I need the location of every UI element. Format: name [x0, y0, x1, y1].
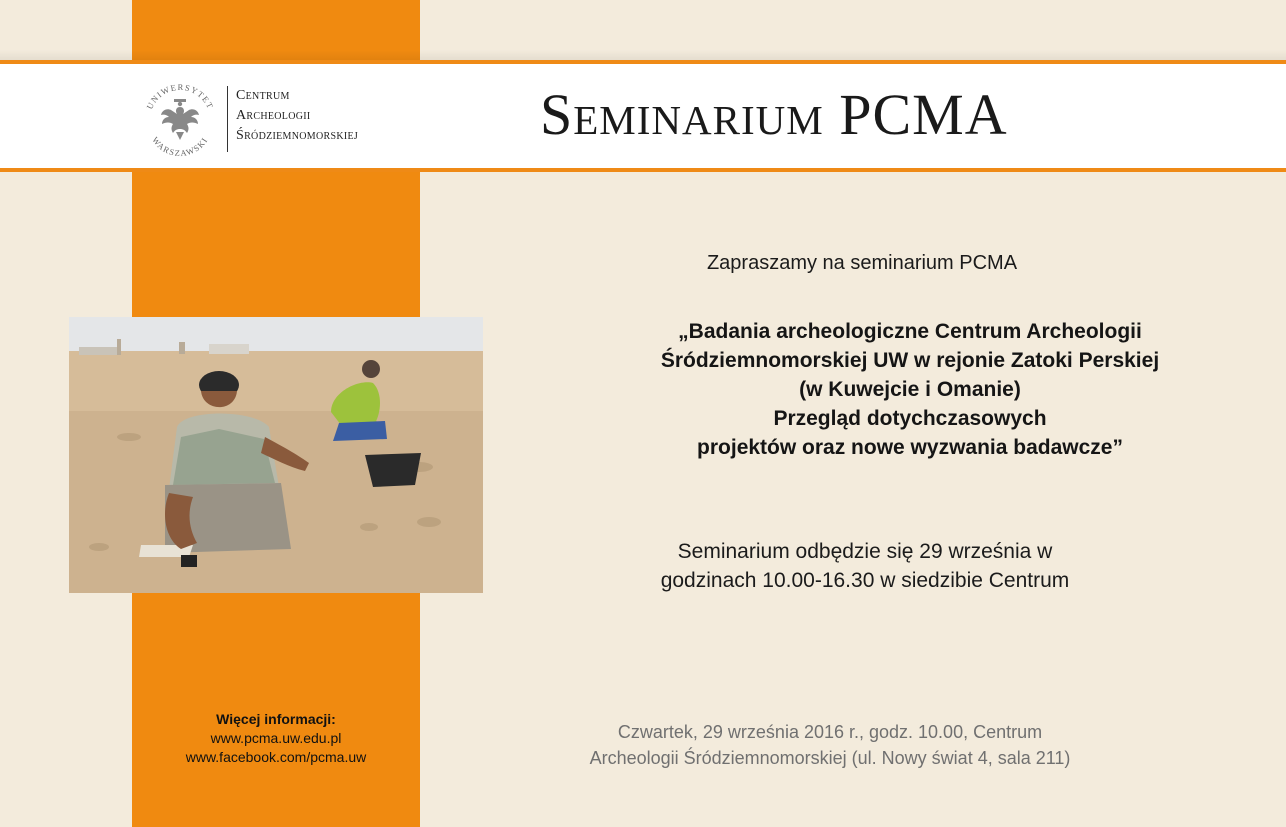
topic-line: projektów oraz nowe wyzwania badawcze” [697, 436, 1123, 459]
svg-text:UNIWERSYTET [144, 82, 215, 111]
topic-line: „Badania archeologiczne Centrum Archeologii [678, 320, 1142, 343]
website-link[interactable]: www.pcma.uw.edu.pl [210, 730, 342, 746]
seminar-schedule [560, 537, 1170, 595]
university-seal-icon [140, 80, 220, 160]
facebook-link[interactable]: www.facebook.com/pcma.uw [185, 749, 367, 765]
org-divider [227, 86, 228, 152]
event-details-line: Czwartek, 29 września 2016 r., godz. 10.00, Centrum [617, 722, 1043, 742]
seminar-topic [570, 317, 1250, 462]
schedule-line: godzinach 10.00-16.30 w siedzibie Centrum [660, 569, 1070, 592]
topic-line: Śródziemnomorskiej UW w rejonie Zatoki Perskiej [660, 349, 1160, 372]
event-details [520, 719, 1140, 771]
event-details-line: Archeologii Śródziemnomorskiej (ul. Nowy świat 4, sala 211) [589, 748, 1071, 768]
band-shadow [0, 50, 1286, 60]
page-title: Seminarium PCMA [540, 82, 1008, 147]
seal-text-top: UNIWERSYTET [144, 81, 216, 111]
invitation-text: Zapraszamy na seminarium PCMA [706, 252, 1018, 274]
topic-line: Przegląd dotychczasowych [773, 407, 1047, 430]
schedule-line: Seminarium odbędzie się 29 września w [677, 540, 1053, 563]
more-info-heading: Więcej informacji: [216, 711, 336, 727]
org-line: Archeologii [236, 108, 311, 123]
more-info [132, 710, 420, 767]
topic-line: (w Kuwejcie i Omanie) [799, 378, 1021, 401]
excavation-photo [69, 317, 483, 593]
org-line: Centrum [236, 88, 290, 103]
org-line: Śródziemnomorskiej [236, 128, 359, 143]
seal-text-bottom: WARSZAWSKI [150, 134, 210, 159]
org-name [236, 86, 358, 146]
